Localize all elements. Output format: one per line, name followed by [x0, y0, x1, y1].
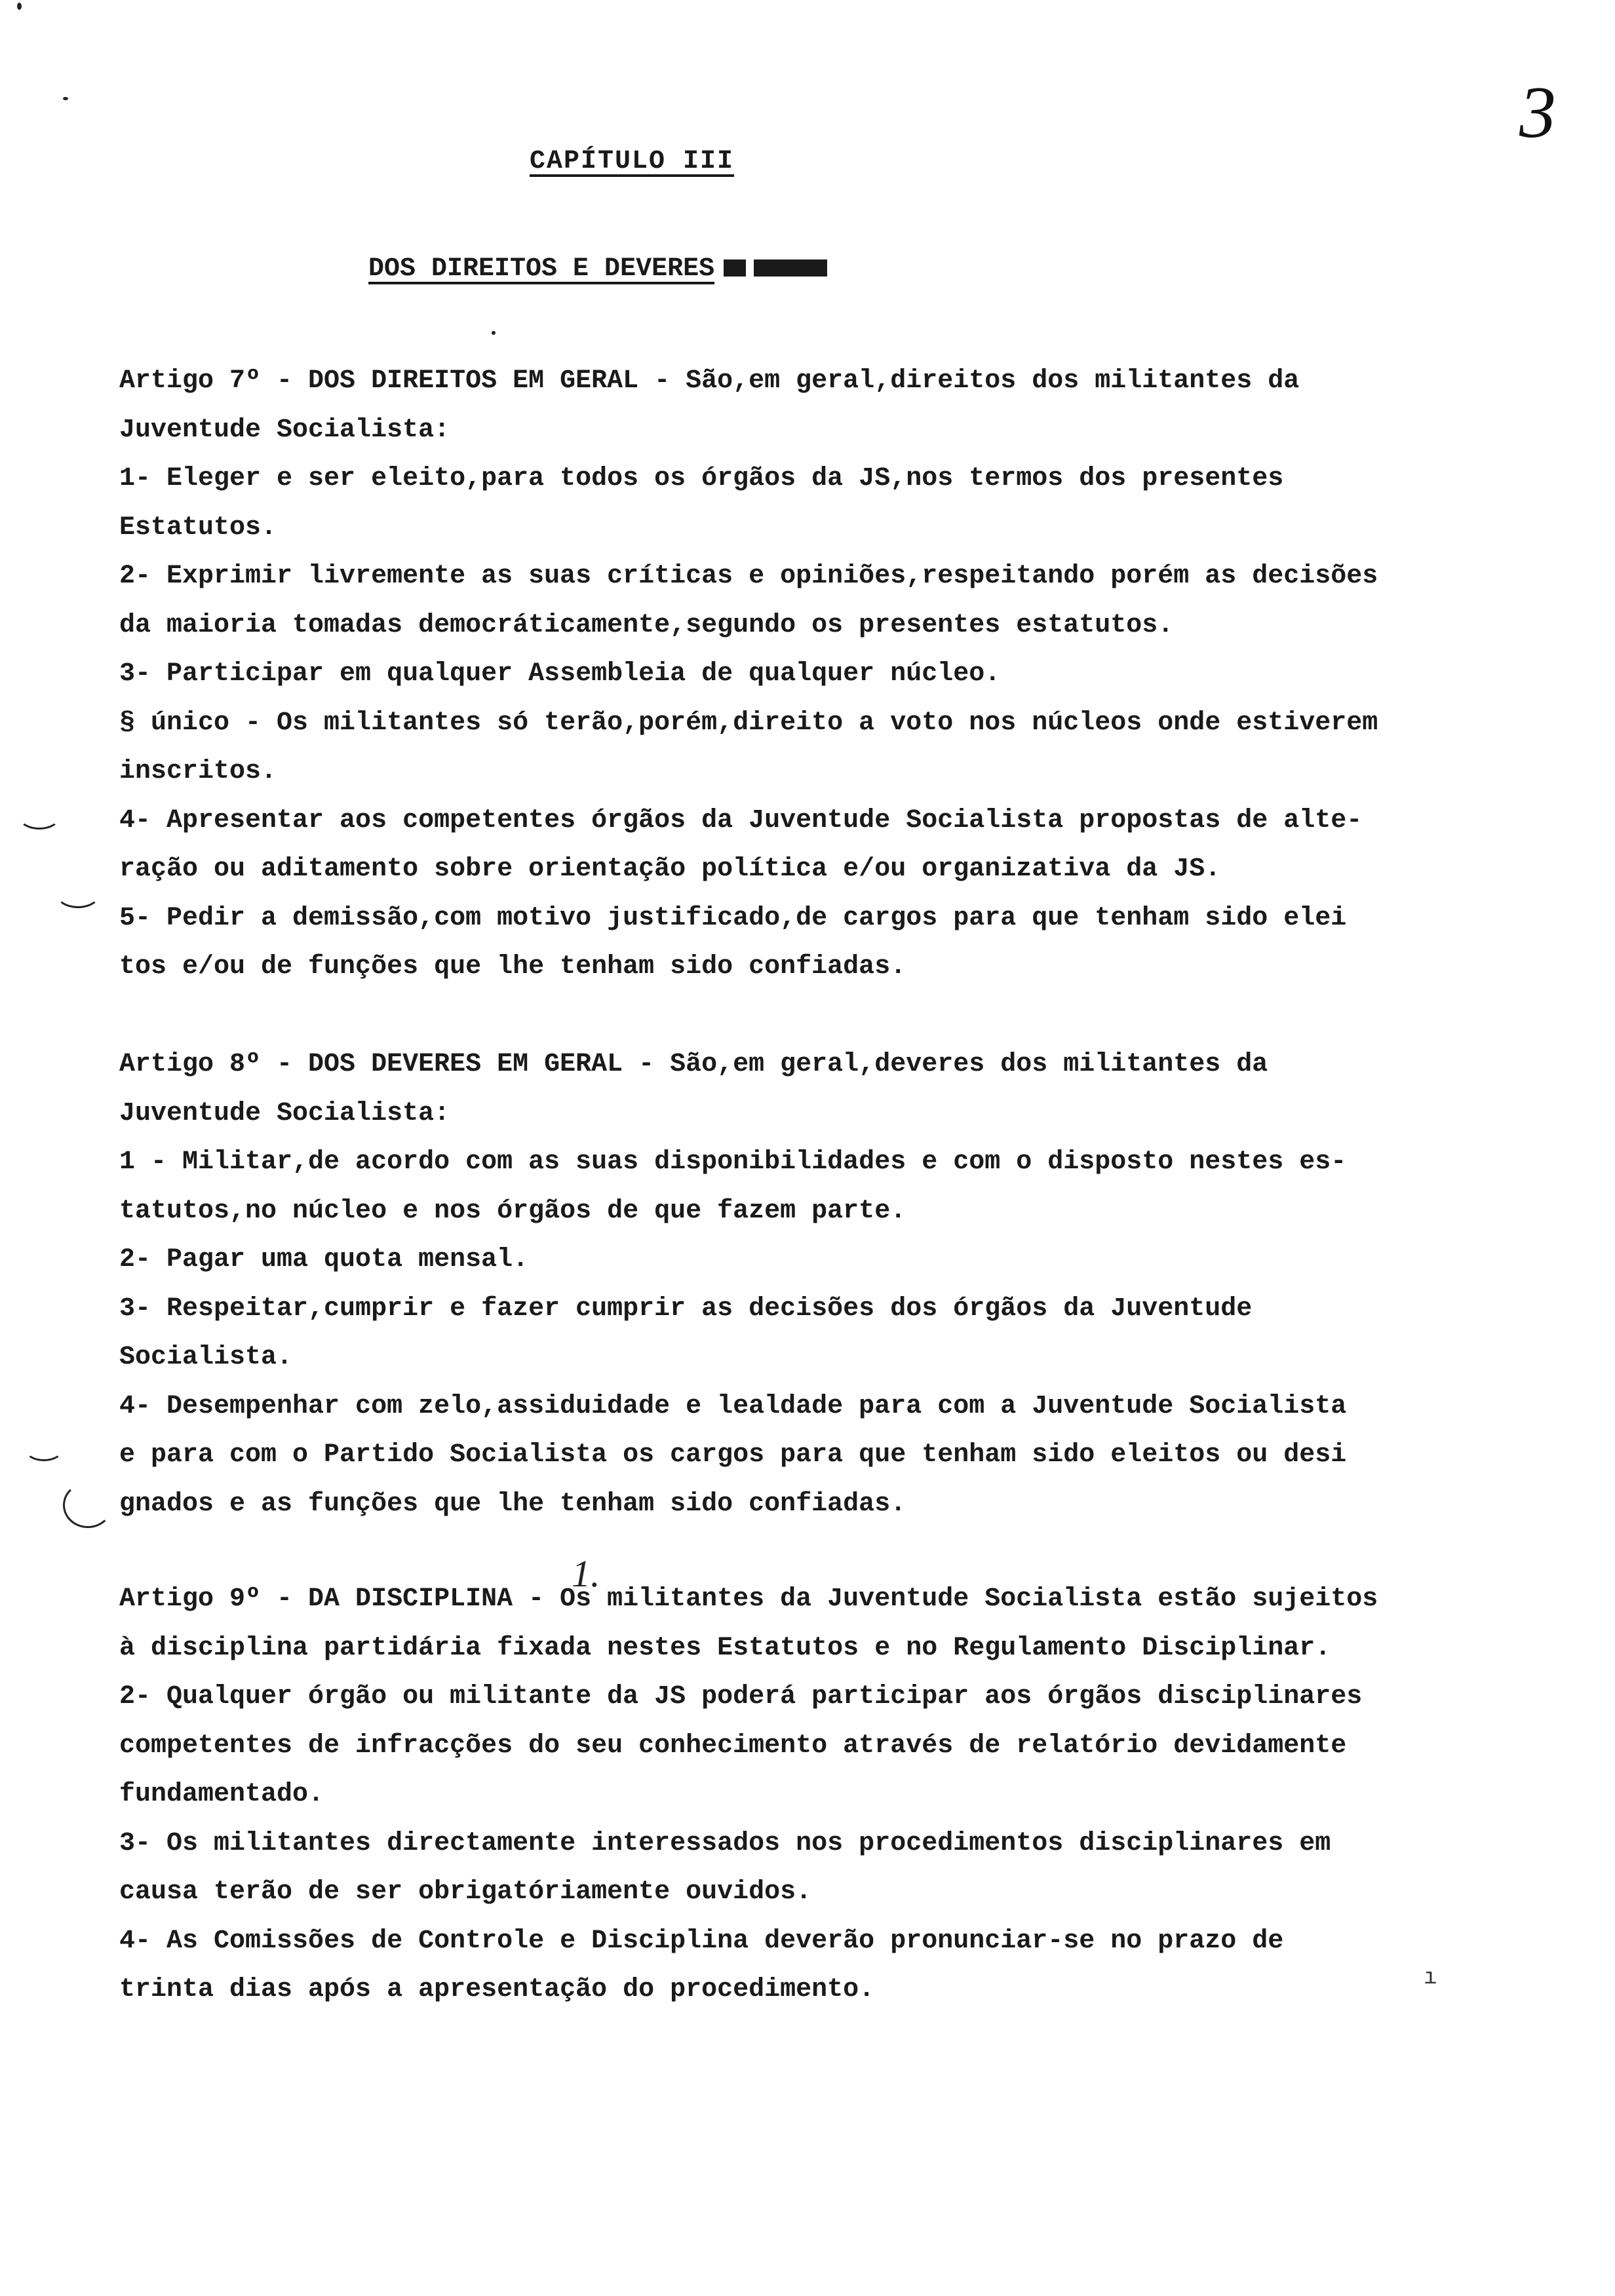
- section-title: DOS DIREITOS E DEVERES: [368, 254, 715, 284]
- scan-mark: ı: [1424, 1966, 1437, 1991]
- article-8: [119, 1041, 1528, 1529]
- redaction-mark: [724, 259, 746, 277]
- page-number: 3: [1519, 72, 1556, 153]
- scan-speck: [17, 3, 22, 10]
- text-line: Juventude Socialista:: [119, 1098, 450, 1128]
- scan-speck: [492, 331, 496, 335]
- text-line: Artigo 8º - DOS DEVERES EM GERAL - São,em geral,deveres dos militantes da: [119, 1050, 1268, 1079]
- text-line: 4- Apresentar aos competentes órgãos da Juventude Socialista propostas de alte-: [119, 805, 1363, 835]
- scan-speck: [63, 97, 68, 100]
- text-line: tatutos,no núcleo e nos órgãos de que fazem parte.: [119, 1196, 906, 1226]
- article-9: [119, 1575, 1528, 2015]
- text-line: fundamentado.: [119, 1780, 324, 1809]
- margin-check-mark: [55, 877, 101, 908]
- text-line: ração ou aditamento sobre orientação política e/ou organizativa da JS.: [119, 854, 1221, 884]
- text-line: Artigo 9º - DA DISCIPLINA - Os militantes da Juventude Socialista estão sujeitos: [119, 1584, 1378, 1614]
- text-line: inscritos.: [119, 757, 277, 786]
- text-line: 3- Participar em qualquer Assembleia de qualquer núcleo.: [119, 659, 1001, 689]
- margin-bracket-mark: [63, 1482, 113, 1528]
- text-line: causa terão de ser obrigatóriamente ouvidos.: [119, 1877, 812, 1907]
- text-line: 2- Exprimir livremente as suas críticas e opiniões,respeitando porém as decisões: [119, 562, 1378, 591]
- text-line: 3- Respeitar,cumprir e fazer cumprir as decisões dos órgãos da Juventude: [119, 1293, 1253, 1324]
- text-line: 1- Eleger e ser eleito,para todos os órgãos da JS,nos termos dos presentes: [119, 464, 1284, 493]
- text-line: Estatutos.: [119, 512, 277, 543]
- text-line: Artigo 7º - DOS DIREITOS EM GERAL - São,em geral,direitos dos militantes da: [119, 366, 1300, 396]
- text-line: tos e/ou de funções que lhe tenham sido confiadas.: [119, 952, 906, 982]
- text-line: trinta dias após a apresentação do procedimento.: [119, 1975, 875, 2004]
- text-line: 4- Desempenhar com zelo,assiduidade e lealdade para com a Juventude Socialista: [119, 1391, 1347, 1421]
- text-line: § único - Os militantes só terão,porém,direito a voto nos núcleos onde estiverem: [119, 708, 1378, 738]
- text-line: 3- Os militantes directamente interessados nos procedimentos disciplinares em: [119, 1828, 1331, 1858]
- redaction-mark: [754, 259, 827, 277]
- margin-check-mark: [25, 1438, 63, 1461]
- section-heading: [368, 254, 827, 284]
- text-line: 2- Qualquer órgão ou militante da JS poderá participar aos órgãos disciplinares: [119, 1682, 1363, 1712]
- text-line: 2- Pagar uma quota mensal.: [119, 1245, 529, 1274]
- text-line: 5- Pedir a demissão,com motivo justificado,de cargos para que tenham sido elei: [119, 903, 1347, 933]
- article-7: [119, 357, 1528, 992]
- chapter-heading: CAPÍTULO III: [530, 147, 735, 176]
- text-line: Juventude Socialista:: [119, 415, 450, 445]
- text-line: à disciplina partidária fixada nestes Estatutos e no Regulamento Disciplinar.: [119, 1633, 1331, 1663]
- text-line: da maioria tomadas democráticamente,segundo os presentes estatutos.: [119, 610, 1174, 640]
- text-line: 1 - Militar,de acordo com as suas disponibilidades e com o disposto nestes es-: [119, 1147, 1347, 1177]
- margin-check-mark: [18, 803, 60, 830]
- text-line: e para com o Partido Socialista os cargos para que tenham sido eleitos ou desi: [119, 1440, 1347, 1470]
- text-line: Socialista.: [119, 1343, 293, 1372]
- text-line: competentes de infracções do seu conhecimento através de relatório devidamente: [119, 1731, 1347, 1761]
- text-line: gnados e as funções que lhe tenham sido confiadas.: [119, 1489, 906, 1519]
- handwritten-number: 1.: [572, 1552, 600, 1595]
- text-line: 4- As Comissões de Controle e Disciplina deverão pronunciar-se no prazo de: [119, 1926, 1284, 1956]
